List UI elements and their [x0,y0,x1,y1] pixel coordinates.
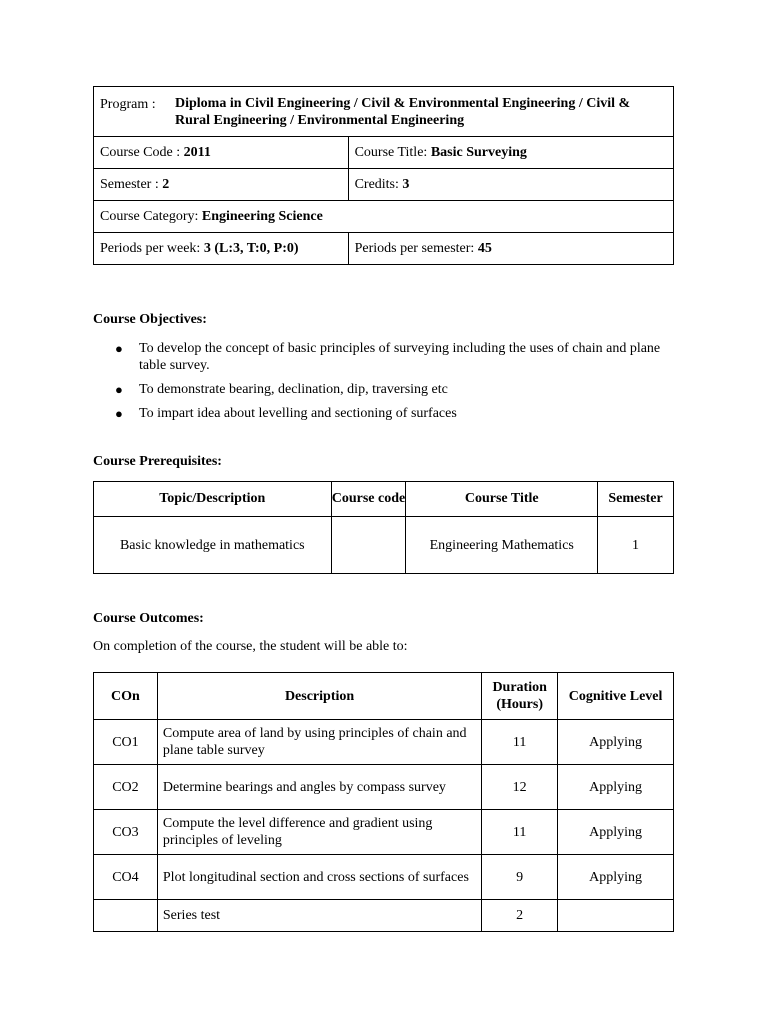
course-info-table [93,86,674,265]
semester-value: 2 [162,177,170,192]
objective-text: To develop the concept of basic principles of surveying including the uses of chain and plane table survey. [139,341,661,373]
outcome-description: Compute area of land by using principles of chain and plane table survey [157,720,481,765]
prereq-header-title: Course Title [406,482,598,517]
outcome-level [558,900,674,932]
credits-label: Credits: [354,177,399,192]
outcome-id: CO3 [94,810,158,855]
table-row [94,765,674,810]
course-title-value: Basic Surveying [430,145,527,160]
bullet-icon: ● [115,406,123,421]
table-row [94,720,674,765]
semester-cell [94,169,349,201]
objective-text: To impart idea about levelling and sectioning of surfaces [139,406,457,421]
table-row [94,900,674,932]
outcomes-title: Course Outcomes: [93,611,204,626]
prereq-semester: 1 [598,517,674,574]
prereq-title: Engineering Mathematics [406,517,598,574]
outcome-header-cognitive: Cognitive Level [558,673,674,720]
outcome-level: Applying [558,855,674,900]
outcomes-intro: On completion of the course, the student will be able to: [93,639,408,654]
outcome-id [94,900,158,932]
outcome-duration: 12 [482,765,558,810]
prereq-header-semester: Semester [598,482,674,517]
outcome-id: CO1 [94,720,158,765]
semester-label: Semester : [100,177,159,192]
program-cell [94,87,674,137]
outcome-header-con: COn [94,673,158,720]
objectives-list [93,340,663,429]
table-row [94,855,674,900]
course-title-cell [348,137,673,169]
outcome-level: Applying [558,810,674,855]
outcome-id: CO4 [94,855,158,900]
category-cell [94,201,674,233]
prereq-header-topic: Topic/Description [94,482,332,517]
list-item [93,340,663,374]
outcome-description: Determine bearings and angles by compass survey [157,765,481,810]
program-value: Diploma in Civil Engineering / Civil & Environmental Engineering / Civil & Rural Engineering / Environmental Engineering [175,95,631,128]
bullet-icon: ● [115,341,123,356]
outcome-header-duration: Duration (Hours) [482,673,558,720]
bullet-icon: ● [115,382,123,397]
outcome-description: Compute the level difference and gradient using principles of leveling [157,810,481,855]
prereq-code [331,517,406,574]
credits-value: 3 [402,177,410,192]
outcome-description: Plot longitudinal section and cross sections of surfaces [157,855,481,900]
course-code-label: Course Code : [100,145,181,160]
outcome-level: Applying [558,720,674,765]
outcome-header-description: Description [157,673,481,720]
outcome-duration: 9 [482,855,558,900]
prereq-topic: Basic knowledge in mathematics [94,517,332,574]
list-item [93,381,663,398]
credits-cell [348,169,673,201]
prereq-header-code: Course code [331,482,406,517]
prerequisites-title: Course Prerequisites: [93,454,222,469]
course-code-value: 2011 [183,145,211,160]
periods-week-label: Periods per week: [100,241,201,256]
category-value: Engineering Science [201,209,323,224]
periods-semester-value: 45 [477,241,492,256]
periods-semester-cell [348,233,673,265]
prerequisites-table [93,481,674,574]
outcome-duration: 11 [482,810,558,855]
outcome-duration: 11 [482,720,558,765]
course-title-label: Course Title: [354,145,428,160]
outcome-duration: 2 [482,900,558,932]
table-row [94,810,674,855]
outcome-description: Series test [157,900,481,932]
table-row [94,517,674,574]
outcome-level: Applying [558,765,674,810]
objective-text: To demonstrate bearing, declination, dip, traversing etc [139,382,448,397]
program-label: Program : [100,96,156,112]
outcomes-table [93,672,674,932]
category-label: Course Category: [100,209,199,224]
list-item [93,405,663,422]
outcome-id: CO2 [94,765,158,810]
periods-week-value: 3 (L:3, T:0, P:0) [203,241,299,256]
periods-week-cell [94,233,349,265]
objectives-title: Course Objectives: [93,312,207,327]
periods-semester-label: Periods per semester: [354,241,475,256]
course-code-cell [94,137,349,169]
